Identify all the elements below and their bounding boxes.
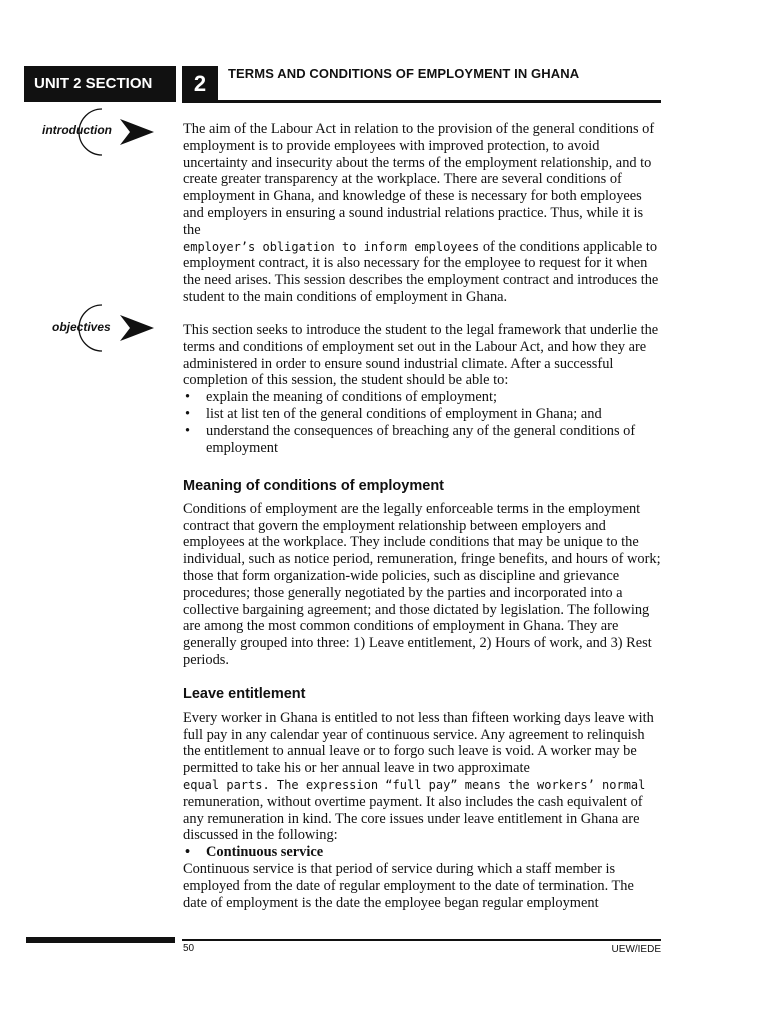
- section-number: 2: [182, 66, 218, 102]
- objectives-list: [183, 389, 661, 456]
- footer-rule-thick: [26, 937, 175, 943]
- leave-list: [183, 844, 661, 861]
- leave-text-2: remuneration, without overtime payment. It also includes the cash equivalent of any remuneration in kind. The core issues under leave entitlement in Ghana are discussed in the following:: [183, 793, 643, 844]
- intro-text-mono: employer’s obligation to inform employees: [183, 239, 480, 254]
- unit-section-label: UNIT 2 SECTION: [24, 66, 176, 102]
- leave-heading: Leave entitlement: [183, 686, 306, 702]
- leave-text-1: Every worker in Ghana is entitled to not less than fifteen working days leave with full pay in any calendar year of continuous service. Any agreement to relinquish the entitlement to annual leave or to forgo such leave is void. A worker may be permitted to take his or her annual leave in two approximate: [183, 709, 654, 777]
- page-number: 50: [183, 943, 195, 954]
- leave-section: [183, 686, 661, 911]
- objectives-paragraph: This section seeks to introduce the student to the legal framework that underlie the terms and conditions of employment set out in the Labour Act, and how they are administered in order to ensure sound industrial climate. After a successful completion of this session, the student should be able to:: [183, 322, 659, 389]
- leave-paragraph: [183, 710, 661, 844]
- objectives-section: [183, 322, 661, 456]
- footer-rule-thin: [182, 939, 661, 941]
- meaning-paragraph: Conditions of employment are the legally enforceable terms in the employment contract that govern the employment relationship between employers and employees at the workplace. They include conditions that may be unique to the individual, such as notice period, remuneration, fringe benefits, and hours of work; those that form organization-wide policies, such as discipline and grievance procedures; those generally negotiated by the parties and incorporated into a collective bargaining agreement; and those dictated by legislation. The following are among the most common conditions of employment in Ghana. They are generally grouped into three: 1) Leave entitlement, 2) Hours of work, and 3) Rest periods.: [183, 500, 661, 668]
- list-item: • explain the meaning of conditions of employment;: [183, 389, 661, 406]
- meaning-heading: Meaning of conditions of employment: [183, 478, 444, 494]
- introduction-paragraph: [183, 121, 661, 306]
- introduction-marker: [30, 106, 160, 160]
- intro-text-1: The aim of the Labour Act in relation to the provision of the general conditions of employment is to provide employees with improved protection, to avoid uncertainty and insecurity about the terms of the employment relationship, and to create greater transparency at the workplace. There are several conditions of employment in Ghana, and knowledge of these is necessary for both employees and employers in ensuring a sound industrial relations practice. Thus, while it is the: [183, 121, 655, 238]
- continuous-service-paragraph: Continuous service is that period of service during which a staff member is employed from the date of regular employment to the date of termination. The date of employment is the date the employee began regular employment: [183, 860, 634, 911]
- list-item: • understand the consequences of breaching any of the general conditions of employment: [183, 423, 661, 457]
- section-title: TERMS AND CONDITIONS OF EMPLOYMENT IN GHANA: [228, 66, 580, 81]
- objectives-marker: [30, 302, 160, 356]
- meaning-section: [183, 478, 661, 669]
- footer-source: UEW/IEDE: [611, 944, 661, 955]
- list-item: • Continuous service: [183, 844, 661, 861]
- leave-text-mono: equal parts. The expression “full pay” means the workers’ normal: [183, 777, 646, 792]
- introduction-label: introduction: [42, 123, 112, 137]
- list-item: • list at list ten of the general conditions of employment in Ghana; and: [183, 406, 661, 423]
- title-rule: [182, 100, 661, 103]
- introduction-section: [183, 121, 661, 306]
- objectives-label: objectives: [52, 320, 111, 334]
- intro-text-2: of the conditions applicable to employment contract, it is also necessary for the employee to request for it when the need arises. This session describes the employment contract and introduces the student to the main conditions of employment in Ghana.: [183, 238, 659, 305]
